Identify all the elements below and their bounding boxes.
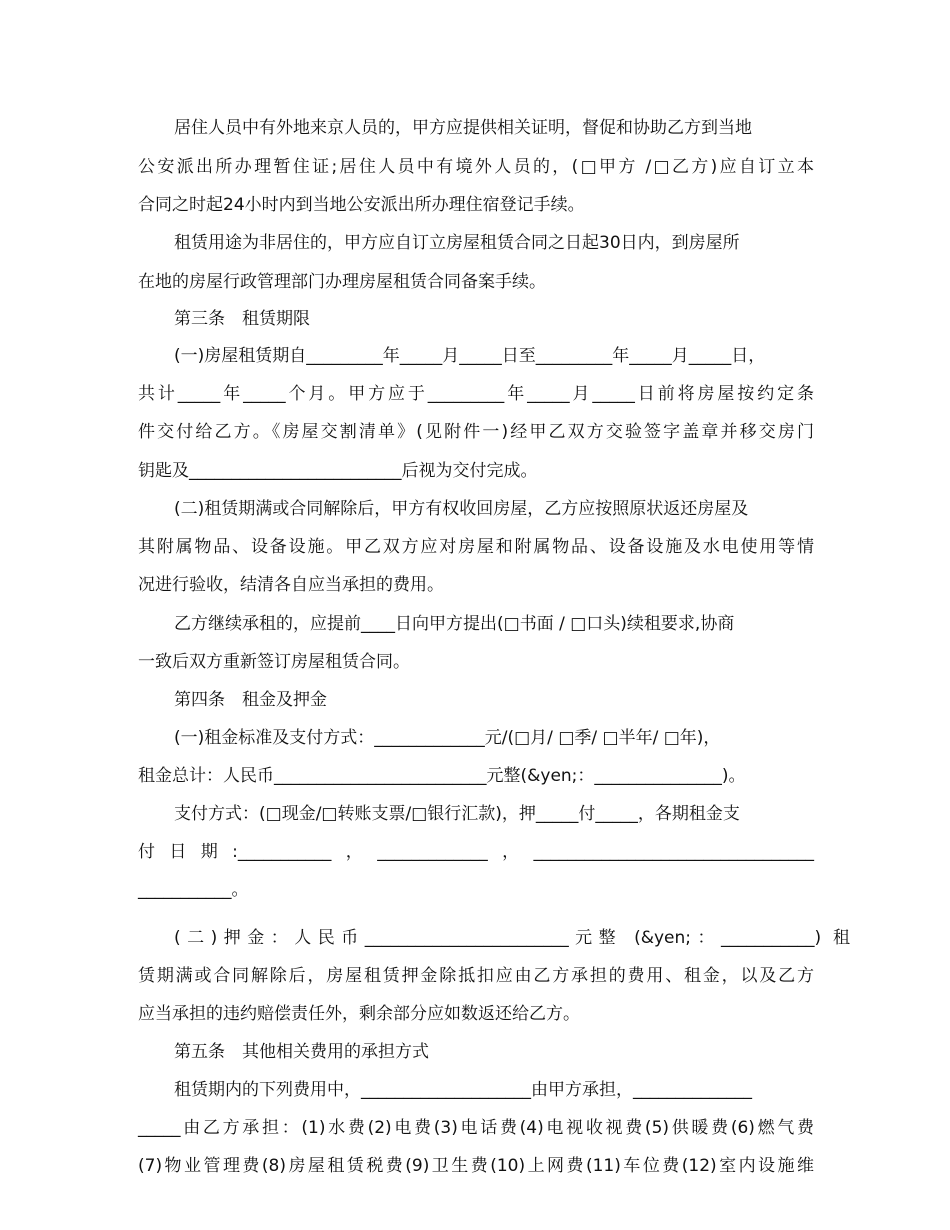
paragraph-line: 应当承担的违约赔偿责任外，剩余部分应如数返还给乙方。 [138, 1004, 580, 1024]
paragraph-line: (7)物业管理费(8)房屋租赁税费(9)卫生费(10)上网费(11)车位费(12)室内设施维 [138, 1156, 814, 1176]
paragraph-line: 付日期:___________，_____________，_________________________________ [138, 842, 814, 862]
paragraph-line: 公安派出所办理暂住证;居住人员中有境外人员的，(□甲方 /□乙方)应自订立本 [138, 157, 814, 177]
paragraph-line: 支付方式：(□现金/□转账支票/□银行汇款)，押_____付_____，各期租金支 [174, 804, 740, 824]
paragraph-line: 钥匙及_________________________后视为交付完成。 [138, 461, 538, 481]
paragraph-line: 一致后双方重新签订房屋租赁合同。 [138, 652, 410, 672]
paragraph-line: (一)房屋租赁期自_________年_____月_____日至_________年_____月_____日， [174, 346, 766, 366]
paragraph-line: (二)租赁期满或合同解除后，甲方有权收回房屋，乙方应按照原状返还房屋及 [174, 499, 749, 519]
paragraph-line: 件交付给乙方。《房屋交割清单》(见附件一)经甲乙双方交验签字盖章并移交房门 [138, 422, 814, 442]
section-heading: 第四条 租金及押金 [174, 690, 327, 710]
paragraph-line: 乙方继续承租的，应提前____日向甲方提出(□书面 / □口头)续租要求,协商 [174, 614, 735, 634]
paragraph-line: 其附属物品、设备设施。甲乙双方应对房屋和附属物品、设备设施及水电使用等情 [138, 537, 814, 557]
paragraph-line: 租赁期内的下列费用中，____________________由甲方承担，______________ [174, 1080, 752, 1100]
paragraph-line: _____由乙方承担：(1)水费(2)电费(3)电话费(4)电视收视费(5)供暖费(6)燃气费 [138, 1118, 814, 1138]
paragraph-line: 合同之时起24小时内到当地公安派出所办理住宿登记手续。 [138, 195, 585, 215]
section-heading: 第三条 租赁期限 [174, 309, 310, 329]
paragraph-line: 租金总计：人民币_________________________元整(&yen;：_______________)。 [138, 766, 746, 786]
paragraph-line: 况进行验收，结清各自应当承担的费用。 [138, 575, 444, 595]
paragraph-line: 租赁用途为非居住的，甲方应自订立房屋租赁合同之日起30日内，到房屋所 [174, 233, 740, 253]
paragraph-line: (一)租金标准及支付方式：_____________元/(□月/ □季/ □半年/ □年)， [174, 728, 721, 748]
section-heading: 第五条 其他相关费用的承担方式 [174, 1042, 429, 1062]
paragraph-line: 共计_____年_____个月。甲方应于_________年_____月_____日前将房屋按约定条 [138, 384, 814, 404]
paragraph-line: 居住人员中有外地来京人员的，甲方应提供相关证明，督促和协助乙方到当地 [174, 118, 752, 138]
paragraph-line: (二)押金：人民币________________________元整 (&yen;：___________) 租 [174, 928, 850, 948]
paragraph-line: 赁期满或合同解除后，房屋租赁押金除抵扣应由乙方承担的费用、租金，以及乙方 [138, 966, 814, 986]
paragraph-line: 在地的房屋行政管理部门办理房屋租赁合同备案手续。 [138, 272, 546, 292]
paragraph-line: ___________。 [138, 880, 249, 900]
